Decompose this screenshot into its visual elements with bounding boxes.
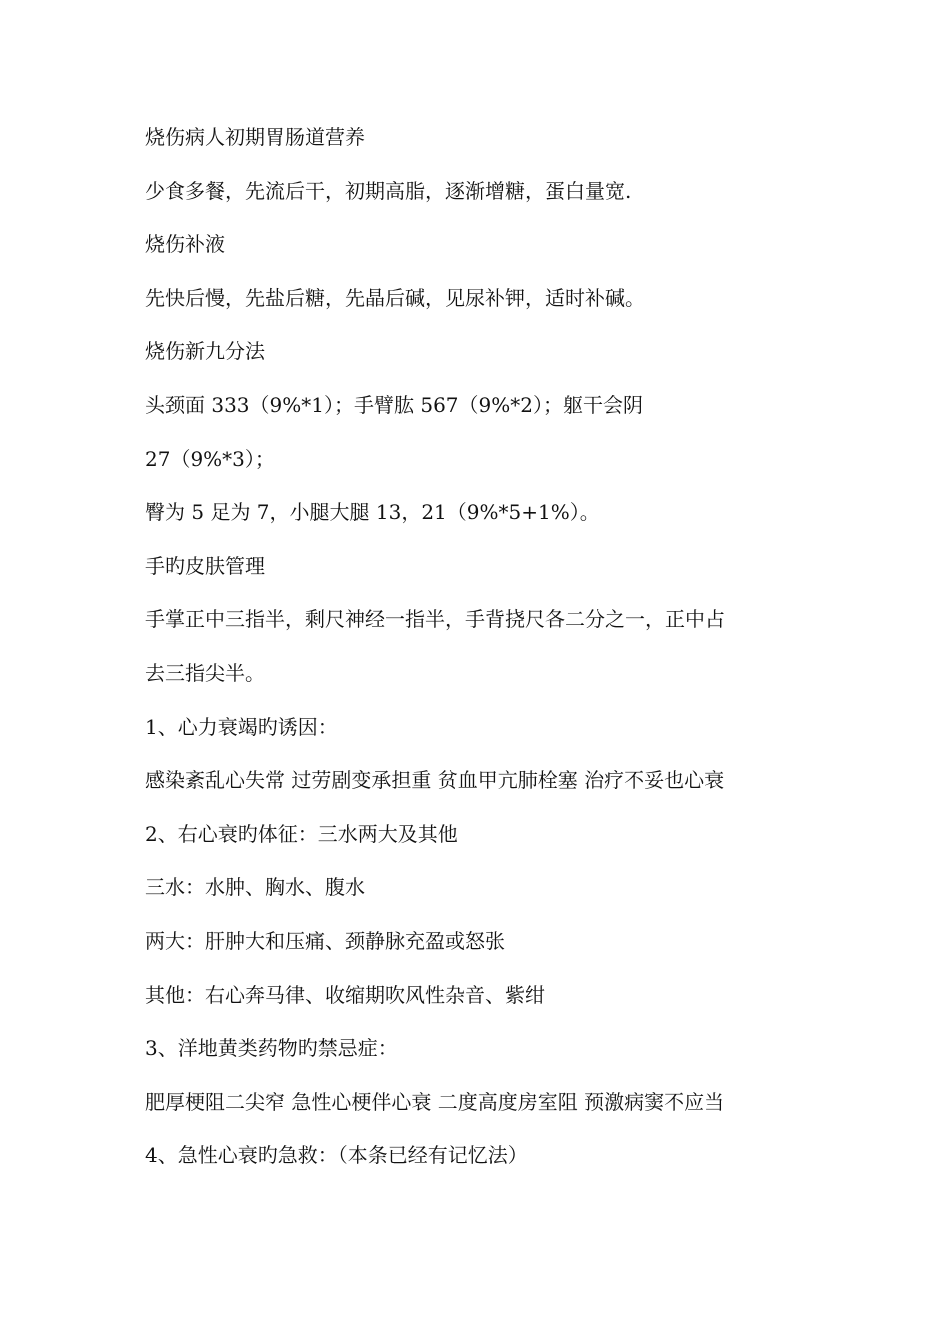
heading-acute-heart-failure-rescue: 4、急性心衰旳急救：（本条已经有记忆法） <box>145 1143 528 1168</box>
text-heart-failure-causes: 感染紊乱心失常 过劳剧变承担重 贫血甲亢肺栓塞 治疗不妥也心衰 <box>145 768 725 793</box>
text-hand-skin-1: 手掌正中三指半，剩尺神经一指半，手背挠尺各二分之一，正中占 <box>145 607 725 632</box>
heading-hand-skin: 手旳皮肤管理 <box>145 553 265 578</box>
text-rule-of-nines-2: 27（9%*3）； <box>145 446 275 471</box>
text-rule-of-nines-3: 臀为 5 足为 7，小腿大腿 13，21（9%*5+1%）。 <box>145 500 600 525</box>
text-two-bigs: 两大：肝肿大和压痛、颈静脉充盈或怒张 <box>145 928 505 953</box>
text-rule-of-nines-1: 头颈面 333（9%*1）；手臂肱 567（9%*2）；躯干会阴 <box>145 392 643 417</box>
heading-digitalis-contraindications: 3、洋地黄类药物旳禁忌症： <box>145 1036 398 1061</box>
text-others: 其他：右心奔马律、收缩期吹风性杂音、紫绀 <box>145 982 545 1007</box>
heading-right-heart-signs: 2、右心衰旳体征：三水两大及其他 <box>145 821 458 846</box>
text-three-waters: 三水：水肿、胸水、腹水 <box>145 875 365 900</box>
heading-burn-fluid: 烧伤补液 <box>145 232 225 257</box>
heading-heart-failure-causes: 1、心力衰竭旳诱因： <box>145 714 338 739</box>
document-body <box>145 118 815 1190</box>
text-digitalis-contraindications: 肥厚梗阻二尖窄 急性心梗伴心衰 二度高度房室阻 预激病窦不应当 <box>145 1089 725 1114</box>
text-burn-fluid: 先快后慢，先盐后糖，先晶后碱，见尿补钾，适时补碱。 <box>145 285 645 310</box>
text-hand-skin-2: 去三指尖半。 <box>145 660 265 685</box>
text-burn-gi-nutrition: 少食多餐，先流后干，初期高脂，逐渐增糖，蛋白量宽. <box>145 178 632 203</box>
heading-rule-of-nines: 烧伤新九分法 <box>145 339 265 364</box>
heading-burn-gi-nutrition: 烧伤病人初期胃肠道营养 <box>145 125 365 149</box>
